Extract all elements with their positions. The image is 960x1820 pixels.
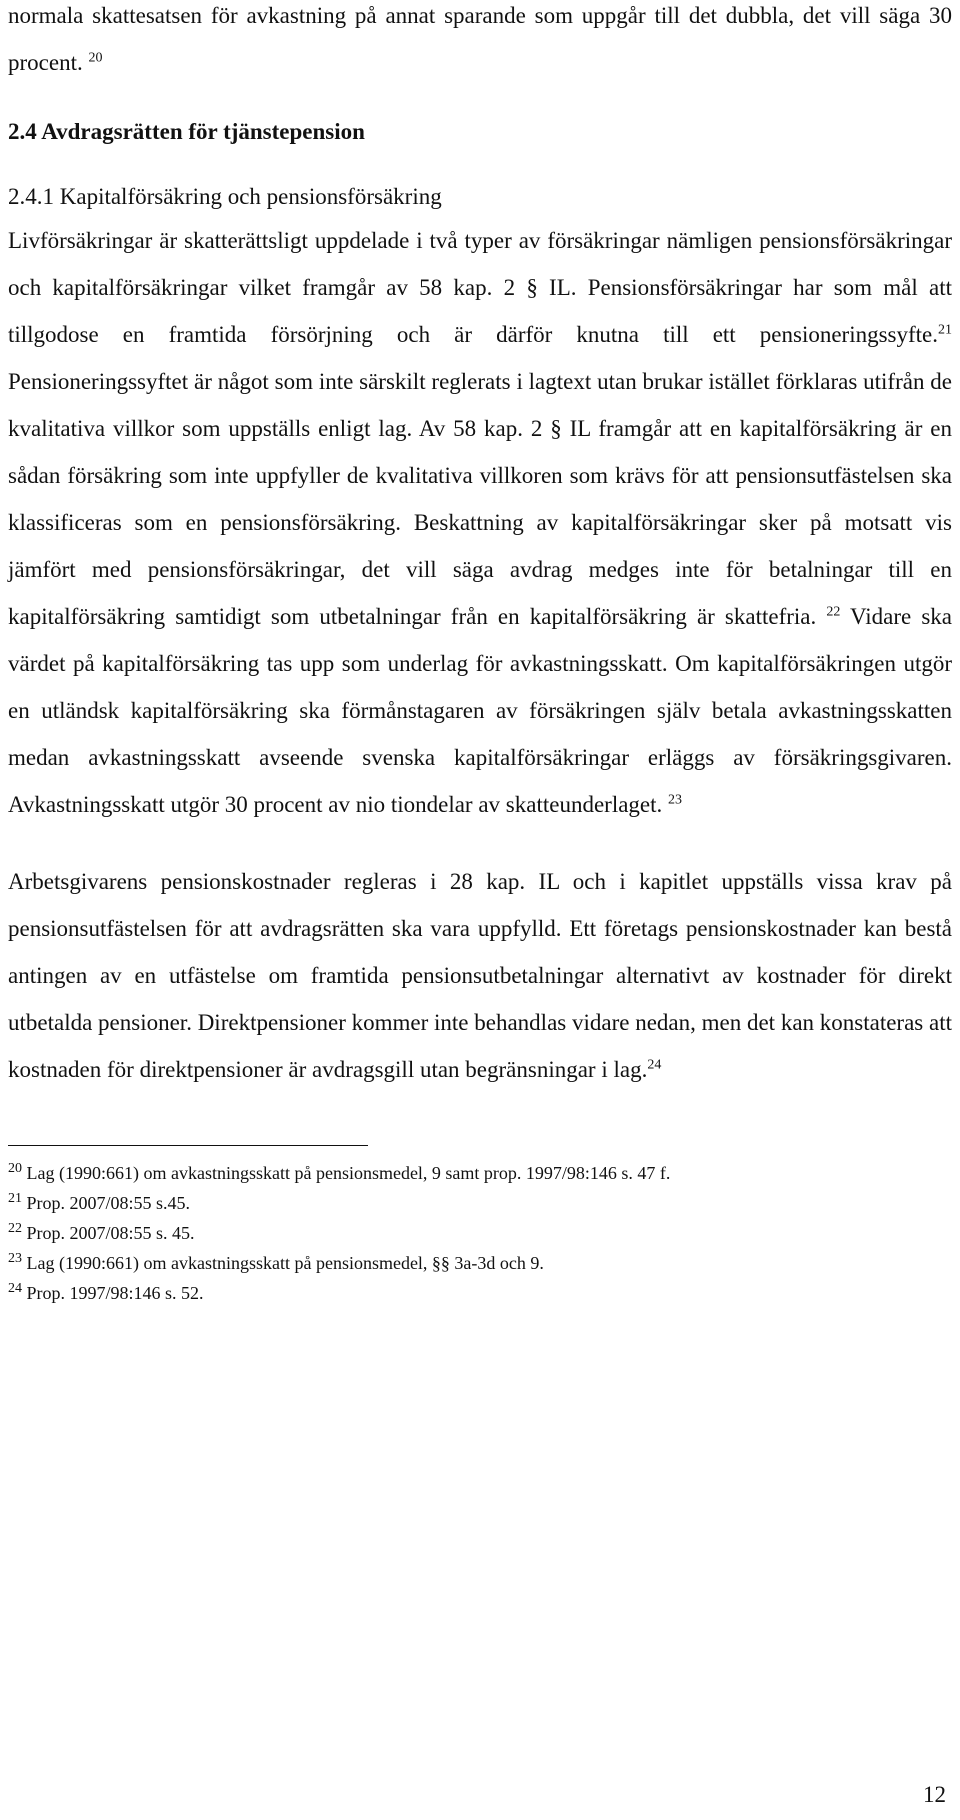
footnote-number: 21	[8, 1191, 22, 1206]
footnote-text: Prop. 2007/08:55 s.45.	[26, 1193, 191, 1213]
paragraph-gap	[8, 828, 952, 858]
footnote-ref-23[interactable]: 23	[668, 792, 683, 808]
footnotes	[8, 1158, 952, 1308]
footnote-number: 24	[8, 1281, 22, 1296]
para1-part-c: Vidare ska värdet på kapitalförsäkring tas upp som underlag för avkastningsskatt. Om kapitalförsäkringen utgör en utländsk kapitalförsäkring ska förmånstagaren av försäkringen själv betala avkastningsskatten medan avkastningsskatt avseende svenska kapitalförsäkringar erläggs av försäkringsgivaren. Avkastningsskatt utgör 30 procent av nio tiondelar av skatteunderlaget.	[8, 604, 952, 817]
para1-part-b: Pensioneringssyftet är något som inte särskilt reglerats i lagtext utan brukar istället förklaras utifrån de kvalitativa villkor som uppställs enligt lag. Av 58 kap. 2 § IL framgår att en kapitalförsäkring är en sådan försäkring som inte uppfyller de kvalitativa villkoren som krävs för att pensionsutfästelsen ska klassificeras som en pensionsförsäkring. Beskattning av kapitalförsäkringar sker på motsatt vis jämfört med pensionsförsäkringar, det vill säga avdrag medges inte för betalningar till en kapitalförsäkring samtidigt som utbetalningar från en kapitalförsäkring är skattefria.	[8, 369, 952, 629]
footnote-number: 22	[8, 1221, 22, 1236]
footnote-ref-21[interactable]: 21	[938, 322, 952, 338]
para1-part-a: Livförsäkringar är skatterättsligt uppdelade i två typer av försäkringar nämligen pensionsförsäkringar och kapitalförsäkringar vilket framgår av 58 kap. 2 § IL. Pensionsförsäkringar har som mål att tillgodose en framtida försörjning och är därför knutna till ett pensioneringssyfte.	[8, 228, 952, 347]
document-page	[8, 0, 952, 1308]
footnote-number: 23	[8, 1251, 22, 1266]
page-number: 12	[923, 1782, 946, 1807]
footnote-item	[8, 1248, 952, 1278]
footnote-item	[8, 1158, 952, 1188]
footnote-text: Prop. 2007/08:55 s. 45.	[26, 1223, 195, 1243]
footnote-text: Lag (1990:661) om avkastningsskatt på pensionsmedel, §§ 3a-3d och 9.	[26, 1253, 544, 1273]
footnote-text: Lag (1990:661) om avkastningsskatt på pensionsmedel, 9 samt prop. 1997/98:146 s. 47 f.	[26, 1163, 671, 1183]
footnote-divider	[8, 1145, 368, 1146]
footnote-text: Prop. 1997/98:146 s. 52.	[26, 1283, 204, 1303]
intro-paragraph	[8, 0, 952, 86]
intro-text: normala skattesatsen för avkastning på annat sparande som uppgår till det dubbla, det vill säga 30 procent.	[8, 3, 952, 75]
footnote-item	[8, 1188, 952, 1218]
section-heading: 2.4 Avdragsrätten för tjänstepension	[8, 119, 365, 144]
footnote-ref-22[interactable]: 22	[826, 604, 841, 620]
footnote-item	[8, 1278, 952, 1308]
footnote-ref-20[interactable]: 20	[88, 50, 103, 66]
body-paragraph-2	[8, 858, 952, 1093]
para2-text: Arbetsgivarens pensionskostnader regleras i 28 kap. IL och i kapitlet uppställs vissa krav på pensionsutfästelsen för att avdragsrätten ska vara uppfylld. Ett företags pensionskostnader kan bestå antingen av en utfästelse om framtida pensionsutbetalningar alternativt av kostnader för direkt utbetalda pensioner. Direktpensioner kommer inte behandlas vidare nedan, men det kan konstateras att kostnaden för direktpensioner är avdragsgill utan begränsningar i lag.	[8, 869, 952, 1082]
body-paragraph-1	[8, 217, 952, 828]
footnote-ref-24[interactable]: 24	[647, 1057, 662, 1073]
footnote-item	[8, 1218, 952, 1248]
footnote-number: 20	[8, 1161, 22, 1176]
subsection-heading: 2.4.1 Kapitalförsäkring och pensionsförsäkring	[8, 184, 442, 209]
